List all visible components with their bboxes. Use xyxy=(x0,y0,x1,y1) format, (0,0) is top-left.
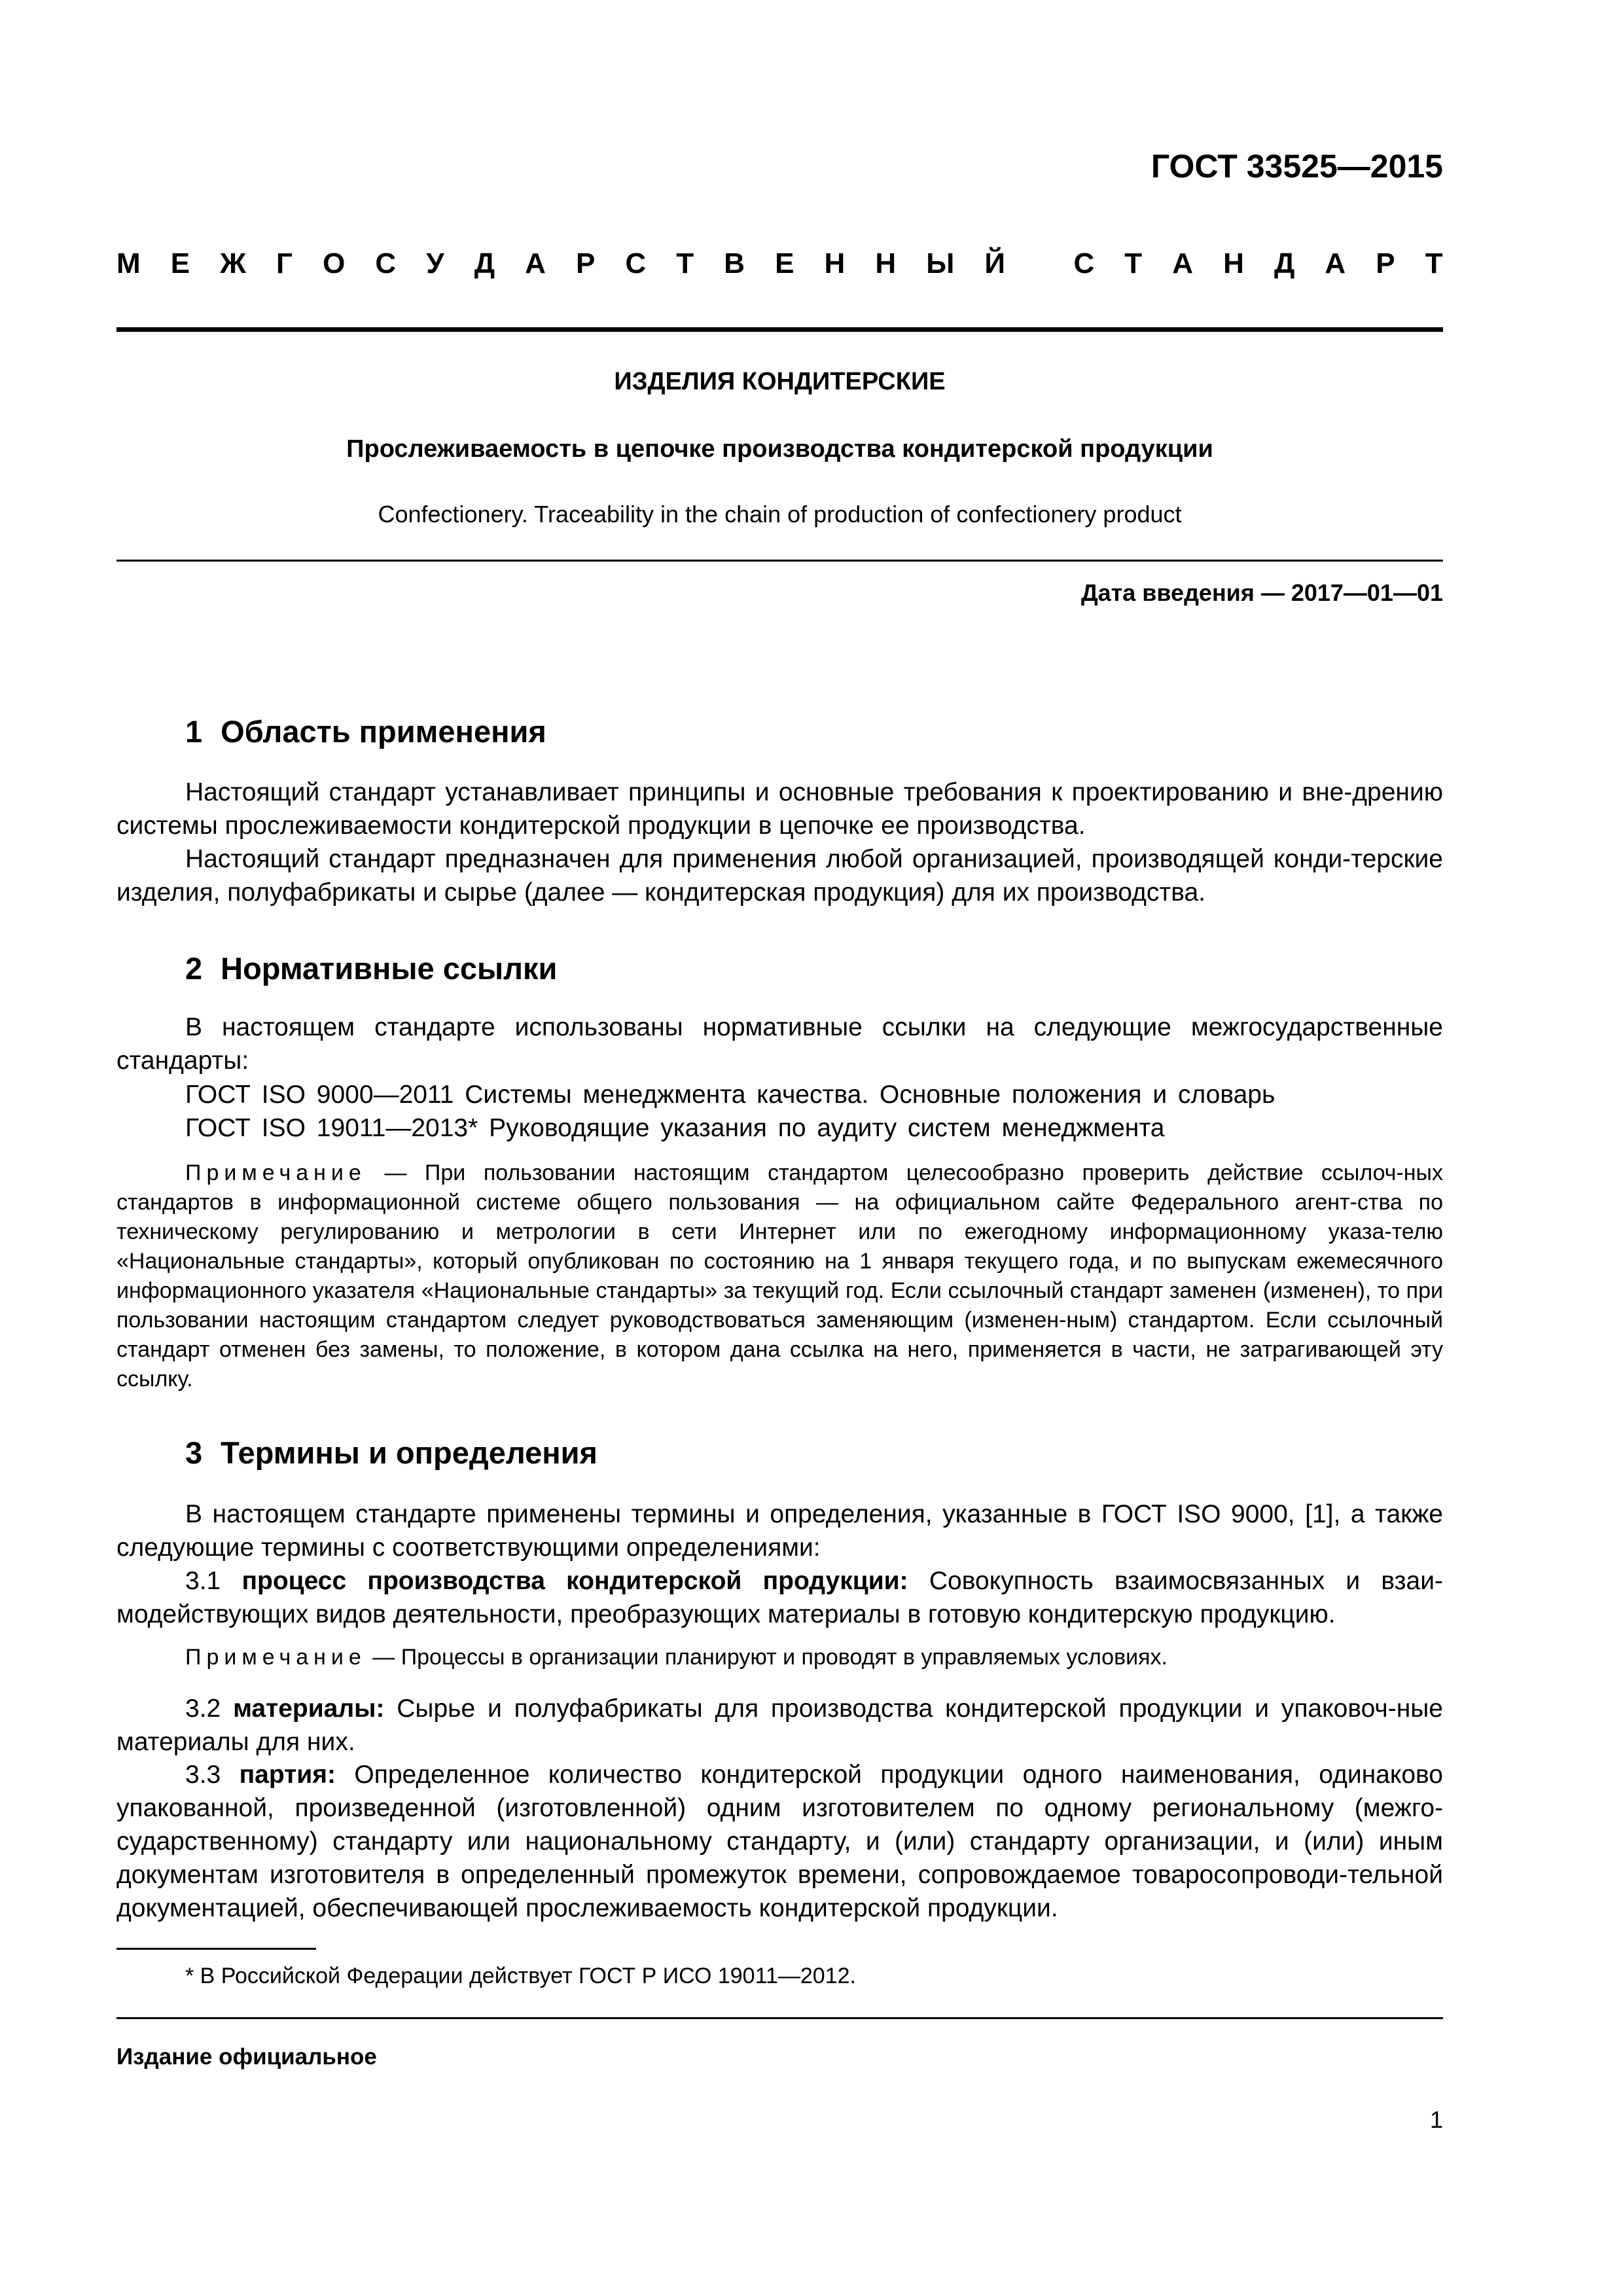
standard-type-banner xyxy=(116,247,1443,280)
section-1-paragraph-2: Настоящий стандарт предназначен для применения любой организацией, производящей конди-терские изделия, полуфабрикаты и сырье (далее — кондитерская продукция) для их производства. xyxy=(116,845,1443,906)
note-label: Примечание xyxy=(185,1645,366,1670)
footnote: * В Российской Федерации действует ГОСТ Р ИСО 19011—2012. xyxy=(185,1964,856,1988)
section-number: 3 xyxy=(185,1435,203,1470)
note-label: Примечание xyxy=(185,1160,366,1185)
banner-letter: Г xyxy=(276,247,293,279)
term-label: процесс производства кондитерской продукции: xyxy=(241,1567,908,1595)
term-label: материалы: xyxy=(233,1695,385,1723)
banner-letter: Н xyxy=(875,247,897,279)
banner-letter: Р xyxy=(1376,247,1395,279)
banner-letter: Н xyxy=(824,247,846,279)
document-title: ИЗДЕЛИЯ КОНДИТЕРСКИЕ xyxy=(614,368,946,395)
banner-letter: Т xyxy=(1124,247,1143,279)
page-number: 1 xyxy=(1429,2106,1443,2133)
term-3-1 xyxy=(116,1564,1443,1631)
banner-letter: Н xyxy=(1223,247,1244,279)
term-number: 3.2 xyxy=(185,1695,221,1723)
banner-letter: М xyxy=(116,247,141,279)
term-3-2 xyxy=(116,1692,1443,1759)
banner-letter: Ж xyxy=(220,247,246,279)
term-label: партия: xyxy=(239,1761,336,1789)
section-2-note xyxy=(116,1158,1443,1394)
normative-reference: ГОСТ ISO 9000—2011 Системы менеджмента качества. Основные положения и словарь xyxy=(185,1081,1275,1109)
banner-letter: Й xyxy=(984,247,1006,279)
banner-letter: О xyxy=(323,247,346,279)
english-title: Confectionery. Traceability in the chain of production of confectionery product xyxy=(378,501,1182,528)
banner-letter: Ы xyxy=(926,247,955,279)
note-text: — При пользовании настоящим стандартом целесообразно проверить действие ссылоч-ных стандартов в информационной системе общего пользования — на официальном сайте Федерального агент-ства по техническому регулированию и метрологии в сети Интернет или по ежегодному информационному указа-телю «Национальные стандарты», который опубликован по состоянию на 1 января текущего года, и по выпускам ежемесячного информационного указателя «Национальные стандарты» за текущий год. Если ссылочный стандарт заменен (изменен), то при пользовании настоящим стандартом следует руководствоваться заменяющим (изменен-ным) стандартом. Если ссылочный стандарт отменен без замены, то положение, в котором дана ссылка на него, применяется в части, не затрагивающей эту ссылку. xyxy=(116,1160,1443,1391)
section-3-note xyxy=(116,1643,1443,1672)
note-text: — Процессы в организации планируют и проводят в управляемых условиях. xyxy=(366,1645,1168,1670)
term-number: 3.3 xyxy=(185,1761,221,1789)
banner-letter: Т xyxy=(676,247,694,279)
banner-letter: С xyxy=(1073,247,1095,279)
section-1-paragraph-1: Настоящий стандарт устанавливает принципы и основные требования к проектированию и вне-дрению системы прослеживаемости кондитерской продукции в цепочке ее производства. xyxy=(116,778,1443,840)
section-title: Нормативные ссылки xyxy=(221,951,558,986)
term-definition: Сырье и полуфабрикаты для производства кондитерской продукции и упаковоч-ные материалы для них. xyxy=(116,1695,1443,1756)
banner-letter: Д xyxy=(474,247,495,279)
banner-letter: Е xyxy=(775,247,794,279)
section-title: Область применения xyxy=(221,714,546,749)
date-of-introduction: Дата введения — 2017—01—01 xyxy=(1080,579,1443,606)
section-3-heading xyxy=(185,1435,597,1471)
document-number: ГОСТ 33525—2015 xyxy=(1150,148,1443,185)
term-definition: Совокупность взаимосвязанных и взаи-модействующих видов деятельности, преобразующих материалы в готовую кондитерскую продукцию. xyxy=(116,1567,1444,1628)
section-3-intro: В настоящем стандарте применены термины и определения, указанные в ГОСТ ISO 9000, [1], а также следующие термины с соответствующими определениями: xyxy=(116,1500,1443,1562)
document-subtitle: Прослеживаемость в цепочке производства кондитерской продукции xyxy=(346,435,1213,463)
header-rule xyxy=(116,327,1443,332)
section-number: 1 xyxy=(185,714,203,749)
section-2-intro: В настоящем стандарте использованы нормативные ссылки на следующие межгосударственные стандарты: xyxy=(116,1013,1443,1075)
term-3-3 xyxy=(116,1758,1443,1925)
edition-label: Издание официальное xyxy=(116,2044,377,2070)
banner-letter: Т xyxy=(1425,247,1443,279)
banner-letter: Р xyxy=(575,247,596,279)
title-rule xyxy=(116,560,1443,562)
banner-letter: В xyxy=(724,247,745,279)
section-title: Термины и определения xyxy=(221,1435,597,1470)
banner-word-gap xyxy=(1035,247,1043,280)
section-2-heading xyxy=(185,950,557,986)
footer-rule xyxy=(116,2017,1443,2019)
footnote-separator xyxy=(116,1948,316,1950)
banner-letter: У xyxy=(426,247,444,279)
term-definition: Определенное количество кондитерской продукции одного наименования, одинаково упакованной, произведенной (изготовленной) одним изготовителем по одному региональному (межго-сударственному) стандарту или национальному стандарту, и (или) стандарту организации, и (или) иным документам изготовителя в определенный промежуток времени, сопровождаемое товаросопроводи-тельной документацией, обеспечивающей прослеживаемость кондитерской продукции. xyxy=(116,1761,1443,1922)
banner-letter: С xyxy=(375,247,397,279)
normative-reference: ГОСТ ISO 19011—2013* Руководящие указания по аудиту систем менеджмента xyxy=(185,1114,1165,1142)
banner-letter: А xyxy=(1325,247,1346,279)
section-1-heading xyxy=(185,713,546,749)
banner-letter: А xyxy=(1172,247,1194,279)
banner-letter: Д xyxy=(1274,247,1295,279)
term-number: 3.1 xyxy=(185,1567,221,1595)
banner-letter: С xyxy=(625,247,647,279)
banner-letter: А xyxy=(525,247,546,279)
section-number: 2 xyxy=(185,951,203,986)
banner-letter: Е xyxy=(170,247,190,279)
